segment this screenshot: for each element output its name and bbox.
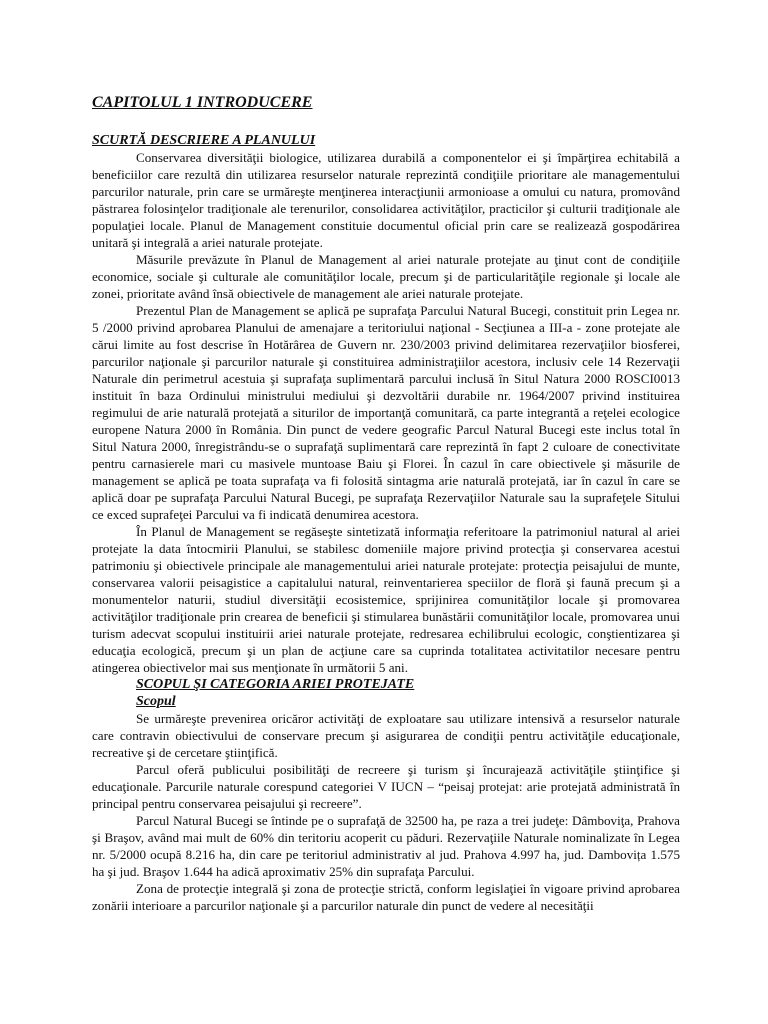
section-title-description: SCURTĂ DESCRIERE A PLANULUI (92, 133, 316, 148)
paragraph-recreation: Parcul oferă publicului posibilităţi de recreere şi turism şi încurajează activităţile ştiinţifice şi educaţionale. Parcurile naturale corespund categoriei V IUCN – “peisaj protejat: arie protejată administrată în principal pentru conservarea peisajului şi recreere”. (92, 762, 680, 811)
paragraph-scope-of-plan: Prezentul Plan de Management se aplică pe suprafaţa Parcului Natural Bucegi, constituit prin Legea nr. 5 /2000 privind aprobarea Planului de amenajare a teritoriului naţional - Secţiunea a III-a - zone protejate ale cărui limite au fost descrise în Hotărârea de Guvern nr. 230/2003 privind delimitarea rezervaţiilor biosferei, parcurilor naţionale şi parcurilor naturale şi constituirea administraţiilor acestora, inclusiv cele 14 Rezervaţii Naturale din perimetrul acestuia şi suprafaţa suplimentară parcului inclusă în Situl Natura 2000 ROSCI0013 instituit în baza Ordinului ministrului mediului şi dezvoltării durabile nr. 1964/2007 privind instituirea regimului de arie naturală protejată a siturilor de importanţă comunitară, ca parte integrantă a reţelei ecologice europene Natura 2000 în România. Din punct de vedere geografic Parcul Natural Bucegi este inclus total în Situl Natura 2000, înregistrându-se o suprafaţă suplimentară care reprezintă în fapt 2 culoare de conectivitate pentru carnasierele mari cu masivele muntoase Baiu şi Florei. În cazul în care obiectivele şi măsurile de management se aplică pe toata suprafaţa va fi folosită sintagma arie naturală protejată, iar în cazul în care se aplică doar pe suprafaţa Parcului Natural Bucegi, pe suprafaţa Rezervaţiilor Naturale sau la suprafeţele Sitului ce exced suprafeţei Parcului va fi indicată denumirea acestora. (92, 303, 680, 522)
paragraph-protection-zones: Zona de protecţie integrală şi zona de protecţie strictă, conform legislaţiei în vigoare privind aprobarea zonării interioare a parcurilor naţionale şi a parcurilor naturale din punct de vedere al necesităţii (92, 881, 680, 913)
paragraph-management-plan: În Planul de Management se regăseşte sintetizată informaţia referitoare la patrimoniul natural al ariei protejate la data întocmirii Planului, se stabilesc domeniile majore privind protecţia şi conservarea acestui patrimoniu şi obiectivele principale ale managementului ariei naturale protejate: protecţia peisajului de munte, conservarea valorii peisagistice a capitalului natural, reinventarierea speciilor de floră şi faună precum şi a monumentelor naturii, studiul diversităţii ecosistemice, sprijinirea comunităţilor locale şi promovarea activităţilor tradiţionale prin crearea de beneficii şi stimularea bunăstării comunităţilor locale, promovarea unui turism adecvat scopului instituirii ariei naturale protejate, redresarea echilibrului ecologic, conştientizarea şi educaţia ecologică, precum şi un plan de acţiune care sa cuprinda totalitatea activitatilor necesare pentru atingerea obiectivelor mai sus menţionate în următorii 5 ani. (92, 524, 680, 675)
chapter-title: CAPITOLUL 1 INTRODUCERE (92, 94, 313, 111)
subsection-title-purpose: Scopul (136, 694, 176, 709)
paragraph-prevention: Se urmăreşte prevenirea oricăror activităţi de exploatare sau utilizare intensivă a resurselor naturale care contravin obiectivului de conservare precum şi asigurarea de condiţii pentru activităţile educaţionale, recreative şi de cercetare ştiinţifică. (92, 711, 680, 760)
paragraph-area: Parcul Natural Bucegi se întinde pe o suprafaţă de 32500 ha, pe raza a trei judeţe: Dâmboviţa, Prahova şi Braşov, având mai mult de 60% din teritoriu acoperit cu păduri. Rezervaţiile Naturale nominalizate în Legea nr. 5/2000 ocupă 8.216 ha, din care pe teritoriul administrativ al jud. Prahova 4.997 ha, jud. Dambovița 1.575 ha şi jud. Braşov 1.644 ha adică aproximativ 25% din suprafaţa Parcului. (92, 813, 680, 879)
paragraph-measures: Măsurile prevăzute în Planul de Management al ariei naturale protejate au ţinut cont de condiţiile economice, sociale şi culturale ale comunităţilor locale, precum şi de particularităţile regionale şi locale ale zonei, prioritate având însă obiectivele de management ale ariei naturale protejate. (92, 252, 680, 301)
paragraph-conservation: Conservarea diversităţii biologice, utilizarea durabilă a componentelor ei şi împărţirea echitabilă a beneficiilor care rezultă din utilizarea resurselor naturale reprezintă condiţiile prioritare ale managementului parcurilor naturale, prin care se urmăreşte menţinerea interacţiunii armonioase a omului cu natura, promovând păstrarea folosinţelor tradiţionale ale terenurilor, consolidarea activităţilor, practicilor şi culturii tradiţionale ale populaţiei locale. Planul de Management constituie documentul oficial prin care se realizează gospodărirea unitară şi integrală a ariei naturale protejate. (92, 150, 680, 250)
section-title-purpose-category: SCOPUL ŞI CATEGORIA ARIEI PROTEJATE (136, 677, 415, 692)
